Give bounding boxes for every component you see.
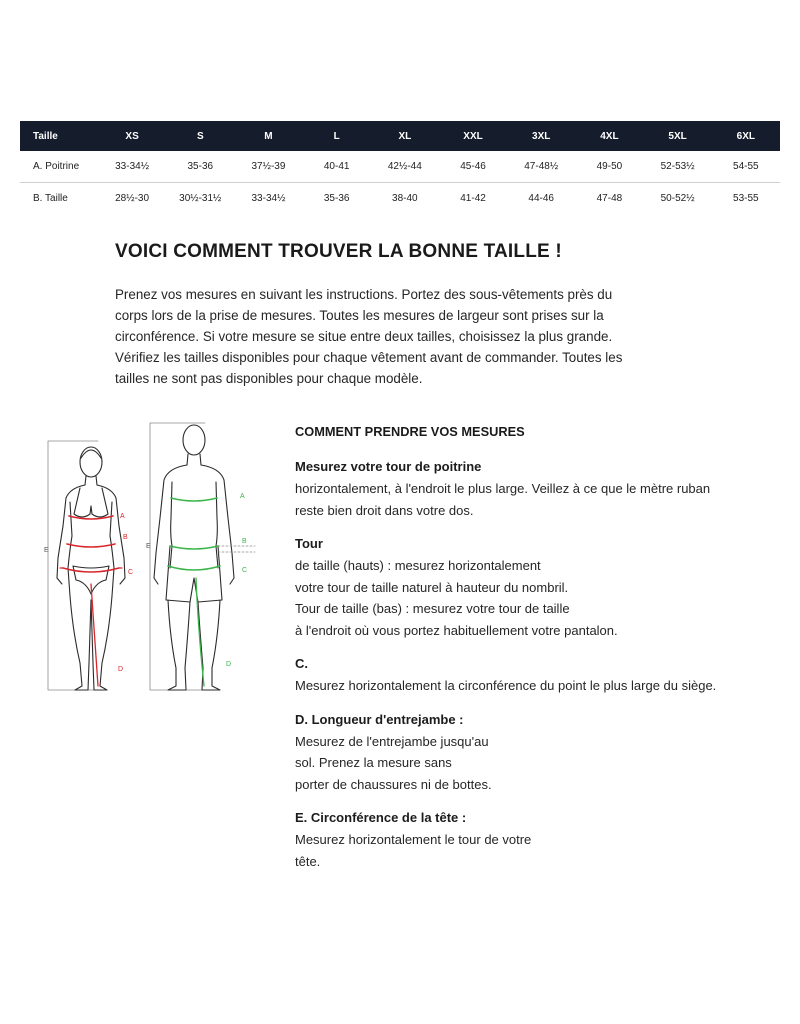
page-title: VOICI COMMENT TROUVER LA BONNE TAILLE ! [115, 241, 562, 262]
table-cell: 38-40 [392, 193, 418, 204]
instruction-chest [295, 457, 785, 521]
instruction-heading: Tour [295, 536, 323, 551]
measurement-diagram [40, 418, 280, 719]
female-label-a: A [120, 513, 125, 520]
instruction-text: Mesurez horizontalement le tour de votre [295, 832, 532, 847]
instruction-text: tête. [295, 853, 321, 869]
table-cell: 35-36 [166, 151, 234, 183]
intro-line: Prenez vos mesures en suivant les instructions. Portez des sous-vêtements près du [115, 287, 613, 302]
row-label: B. Taille [33, 193, 68, 204]
instruction-text: votre tour de taille naturel à hauteur du nombril. [295, 579, 569, 595]
intro-line: tailles ne sont pas disponibles pour chaque modèle. [115, 371, 423, 386]
female-label-b: B [123, 534, 128, 541]
table-row [20, 151, 780, 183]
male-label-b: B [242, 538, 247, 545]
female-label-d: D [118, 666, 124, 673]
header-cell: S [166, 121, 234, 151]
male-label-e: E [146, 543, 151, 550]
header-cell: 5XL [644, 121, 712, 151]
table-cell: 33-34½ [98, 151, 166, 183]
intro-line: Vérifiez les tailles disponibles pour chaque vêtement avant de commander. Toutes les [115, 350, 623, 365]
instruction-inseam [295, 710, 785, 796]
instruction-text: Tour de taille (bas) : mesurez votre tour de taille [295, 601, 570, 616]
female-label-e: E [44, 547, 49, 554]
instruction-seat [295, 654, 785, 697]
header-cell: 3XL [507, 121, 575, 151]
intro-line: corps lors de la prise de mesures. Toutes les mesures de largeur sont prises sur la [115, 308, 604, 323]
size-table [20, 121, 780, 214]
header-cell: XL [371, 121, 439, 151]
table-cell: 52-53½ [644, 151, 712, 183]
table-cell: 41-42 [460, 193, 486, 204]
female-figure [48, 441, 125, 690]
header-cell: Taille [20, 121, 98, 151]
table-cell: 47-48 [596, 193, 623, 204]
table-cell: 28½-30 [115, 193, 150, 204]
instruction-heading: E. Circonférence de la tête : [295, 810, 467, 825]
table-cell: 53-55 [733, 193, 759, 204]
male-label-c: C [242, 567, 248, 574]
male-label-d: D [226, 661, 232, 668]
header-cell: M [234, 121, 302, 151]
male-label-a: A [240, 493, 245, 500]
size-table-header [20, 121, 780, 151]
male-measure-lines [168, 498, 255, 686]
male-figure [150, 423, 234, 690]
instructions-title: COMMENT PRENDRE VOS MESURES [295, 424, 525, 439]
row-label: A. Poitrine [20, 151, 98, 183]
instruction-text: à l'endroit où vous portez habituellement votre pantalon. [295, 622, 618, 638]
instruction-text: horizontalement, à l'endroit le plus large. Veillez à ce que le mètre ruban [295, 481, 711, 496]
intro-line: circonférence. Si votre mesure se situe entre deux tailles, choisissez la plus grande. [115, 329, 613, 344]
instruction-text: Mesurez horizontalement la circonférence du point le plus large du siège. [295, 678, 717, 693]
intro-paragraph [115, 284, 695, 389]
header-cell: 4XL [575, 121, 643, 151]
header-cell: XS [98, 121, 166, 151]
instruction-text: de taille (hauts) : mesurez horizontalement [295, 558, 541, 573]
instruction-head [295, 808, 785, 872]
table-row [20, 183, 780, 215]
measurement-instructions [295, 424, 785, 885]
table-cell: 33-34½ [251, 193, 286, 204]
table-cell: 44-46 [528, 193, 554, 204]
header-cell: 6XL [712, 121, 780, 151]
header-cell: XXL [439, 121, 507, 151]
table-cell: 54-55 [712, 151, 780, 183]
table-cell: 30½-31½ [179, 193, 222, 204]
table-cell: 37½-39 [234, 151, 302, 183]
header-cell: L [303, 121, 371, 151]
table-cell: 35-36 [323, 193, 350, 204]
table-cell: 49-50 [575, 151, 643, 183]
instruction-heading: C. [295, 656, 308, 671]
instruction-heading: D. Longueur d'entrejambe : [295, 711, 464, 727]
female-label-c: C [128, 569, 134, 576]
table-cell: 47-48½ [507, 151, 575, 183]
instruction-waist [295, 534, 785, 641]
table-cell: 45-46 [439, 151, 507, 183]
instruction-text: reste bien droit dans votre dos. [295, 502, 474, 518]
instruction-text: porter de chaussures ni de bottes. [295, 776, 492, 792]
instruction-text: Mesurez de l'entrejambe jusqu'au [295, 733, 489, 749]
instruction-text: sol. Prenez la mesure sans [295, 755, 452, 770]
table-cell: 42½-44 [371, 151, 439, 183]
table-cell: 40-41 [303, 151, 371, 183]
instruction-heading: Mesurez votre tour de poitrine [295, 459, 482, 474]
table-cell: 50-52½ [660, 193, 695, 204]
